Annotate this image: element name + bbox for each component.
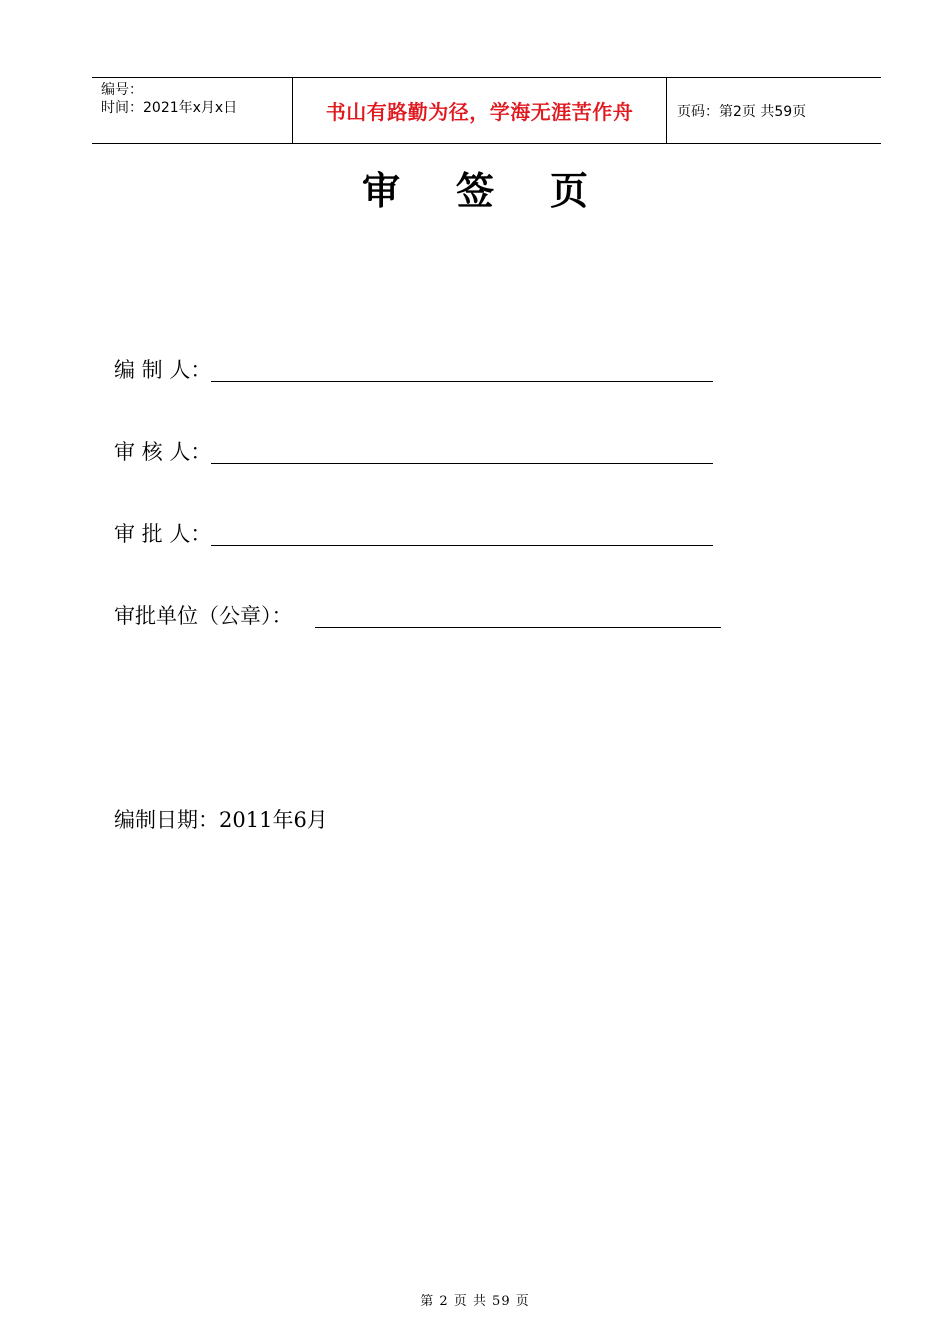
page-footer	[0, 1290, 950, 1309]
signature-label: 审 核 人：	[114, 440, 212, 464]
header-motto: 书山有路勤为径，学海无涯苦作舟	[293, 78, 667, 143]
signature-label: 审 批 人：	[114, 522, 212, 546]
signature-line[interactable]	[211, 521, 713, 546]
footer-page-number: 第 2 页 共 59 页	[420, 1294, 530, 1309]
signature-line[interactable]	[211, 357, 713, 382]
header-number: 编号：	[101, 82, 143, 98]
page-header	[92, 77, 881, 144]
signature-row-approver	[114, 520, 713, 548]
signature-label: 编 制 人：	[114, 358, 212, 382]
signature-label: 审批单位（公章）：	[114, 604, 293, 628]
compile-date: 编制日期：2011年6月	[114, 808, 328, 832]
signature-line[interactable]	[315, 603, 721, 628]
signature-row-compiler	[114, 356, 713, 384]
page-title: 审签页	[361, 169, 644, 213]
signature-line[interactable]	[211, 439, 713, 464]
signature-row-reviewer	[114, 438, 713, 466]
signature-row-approving-unit	[114, 602, 721, 630]
header-page-code: 页码：第2页 共59页	[677, 103, 807, 120]
header-time: 时间：2021年x月x日	[101, 100, 238, 116]
header-meta	[92, 78, 293, 143]
